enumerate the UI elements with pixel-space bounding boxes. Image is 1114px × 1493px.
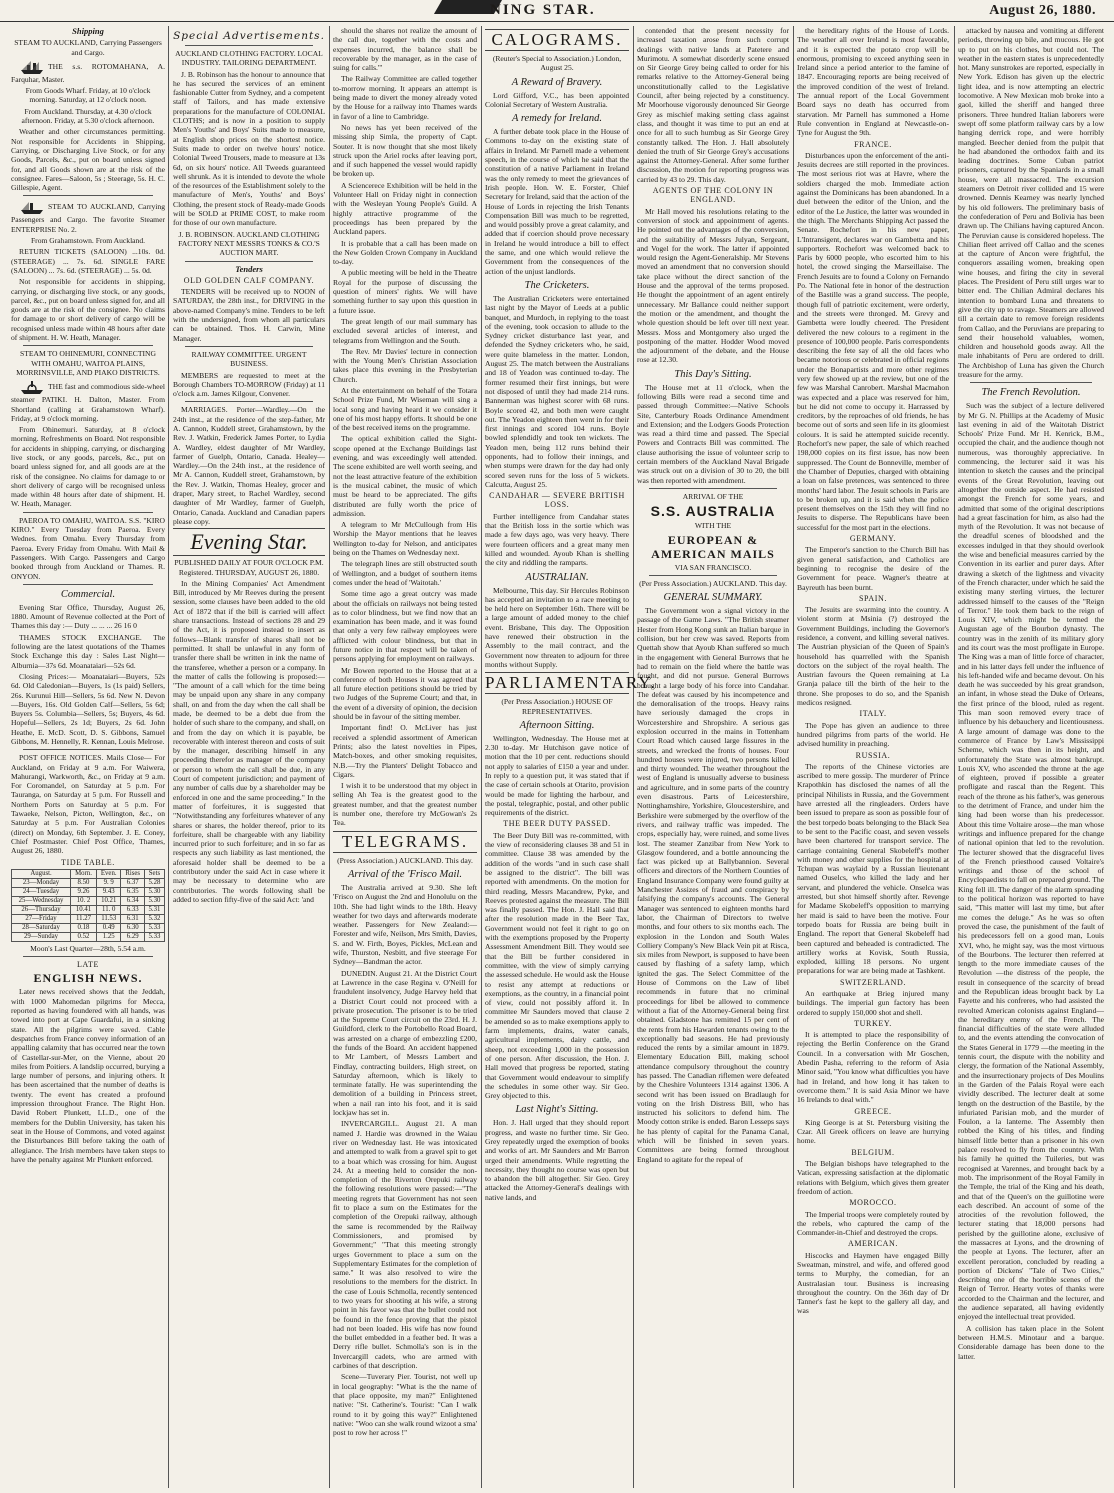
article-text: Wellington, Wednesday. The House met at 2.30 to-day. Mr Hutchison gave notice of motion that the 10 per cent. reductions should not apply to salaries of £150 a year and under. In reply to a question put, it was stated that if the case of certain schools at Otarito, provision would be made for lighting the harbour, and the postal, telegraphic, postal, and other public requirements of the district. [485,733,629,818]
tide-cell: 28—Saturday [12,923,71,932]
column-foreign-news-cont [955,26,1107,1486]
article-heading: The Cricketers. [524,279,590,291]
article-heading: The French Revolution. [981,387,1081,399]
column-cablegrams [482,26,657,1486]
article-text: Important find! O. McLiver has just received a splendid assortment of American Prints; also the latest novelties in Pipes, Match-boxes, and other smoking requisites, N.B.—Try the Planters' Delight Tobacco and Cigars. [333,723,477,779]
ad-heading: J. B. ROBINSON. AUCKLAND CLOTHING FACTORY NEXT MESSRS TONKS & CO.'S AUCTION MART. [178,229,320,258]
article-text: Melbourne, This day. Sir Hercules Robinson has accepted an invitation to a race meeting to be held here on September 16th. There will be a large amount of added money to the chief event. Brisbane, This day. The Opposition have renewed their obstruction in the Assembly to the mail contract, and the Government now threaten to adjourn for three months without Supply. [485,585,629,669]
tide-header-cell: Even. [96,869,121,878]
article-text: A telegram to Mr McCullough from His Worship the Mayor mentions that he leaves Wellington to-day for Nelson, and anticipates being on the Thames on Wednesday next. [333,520,477,558]
article-text: The Emperor's sanction to the Church Bill has given general satisfaction, and Catholics are beginning to recognise the desire of the Government for peace. Wagner's theatre at Bayreuth has been burnt. [797,545,949,592]
ad-text: MEMBERS are requested to meet at the Borough Chambers TO-MORROW (Friday) at 11 o'clock a.m. James Kilgour, Convener. [173,370,325,399]
article-text: Mr Hall moved his resolutions relating to the conversion of stock and appointment of agents. He pointed out the advantages of the conversion, and the suitability of Messrs Julyan, Sergeant, and Vogel for the work. The latter if appointed would resign the Agent-Generalship. Mr Stevens moved an amendment that no conversion should take place without the direct sanction of the House and the approval of the terms proposed. He thought the appointment of an agent entirely unnecessary. Mr Ballance could neither support the motion or the amendment, and thought the whole question should be left over till next year. Messrs. Moss and Montgomery also urged the postponing of the matter. Hodder Wood moved the adjournment of the debate, and the House rose at 12.30. [637,206,789,365]
article-text: POST OFFICE NOTICES. Mails Close— For Auckland, on Friday at 9 a.m. For Waiwera, Mahurangi, Warkworth, &c., on Friday at 9 a.m. For Coromandel, on Saturday at 5 p.m. For Tauranga, on Saturday at 5 p.m. For Russell and Northern Ports on Saturday at 5 p.m. For Tawaeke, Nelson, Picton, Wellington, &c., on Saturday at 5 p.m. For Australian Colonies (direct) on Monday, 6th September. J. E. Coney, Chief Postmaster. Chief Post Office, Thames, August 26, 1880. [11,753,165,856]
tide-cell: 6.33 [121,905,144,914]
tide-cell: 26—Thursday [12,905,71,914]
ad-text: TENDERS will be received up to NOON of SATURDAY, the 28th inst., for DRIVING in the above-named Company's mine. Tenders to be left with the undersigned, from whom all particulars can be obtained. Thos. H. Carwin, Mine Manager. [173,287,325,343]
article-text: The optical exhibition called the Sight-scope opened at the Exchange Buildings last evening, and was exceedingly well attended. The scene exhibited are well worth seeing, and not the least attractive feature of the exhibition is the musical cabinet, the music of which must be heard to be appreciated. The gifts distributed are fully worth the price of admission. [333,434,477,518]
article-text: Lord Gifford, V.C., has been appointed Colonial Secretary of Western Australia. [485,90,629,109]
article-text: A collision has taken place in the Solent between H.M.S. Minotaur and a barque. Considerable damage has been done to the latter. [958,1323,1104,1361]
tide-row [12,905,165,914]
dateline: (Reuter's Special to Association.) London, August 25. [492,54,622,73]
country-heading: MOROCCO. [849,1198,897,1208]
tide-cell: 6.29 [121,932,144,941]
divider [185,261,313,262]
ad-heading: STEAM TO OHINEMURI, CONNECTING WITH OMAHU, WAITOA PLAINS, MORRINSVILLE, AND PIAKO DISTRICTS. [16,349,160,377]
notice-text: MARRIAGES. Porter—Wardley.—On the 24th inst., at the residence of the step-father, Mr A. Cannon, Kuddell street, Grahamstown, by the Rev. J. Watkin, Frederick James Porter, to Lydia A. Wardley, eldest daughter of Mr Wardley, farmer of Guelph, Ontario, Canada. Healey—Wardley.—On the 24th inst., at the residence of Mr A. Cannon, Kuddell street, Grahamstown, by the Rev. J. Watkin, Thomas Healey, grocer and draper, Mary street, to Rachel Wardley, second daughter of Mr Wardley, farmer of Guelph, Ontario, Canada. Auckland and Canadian papers please copy. [173,405,325,526]
tide-header-cell: August. [12,869,71,878]
newspaper-nameplate: Evening Star. [173,528,325,556]
article-text: In the Mining Companies' Act Amendment Bill, introduced by Mr Reeves during the present session, some clauses have been added to the old Act of 1872 that if the bill is carried will affect share transactions. Instead of sections 28 and 29 of the Act, it is proposed instead to insert as follows—Blank transfer of shares shall not be permitted. It shall be unlawful in any form of transfer there shall be written in ink the name of the transferee, whether a person or a company. In the matter of calls the following is proposed:— "The amount of a call which for the time being may be unpaid upon any share in any company shall, on and from the day when the call shall be made, be deemed to be a debt due from the holder of such share to the company, and shall, on and from the day on which it is payable, be recoverable with interest thereon and costs of suit by the manager, describing himself in any proceeding therefor as manager of the company or person to whom the call shall be due, in any Court of competent jurisdiction; and payment of any number of calls due by a shareholder may be enforced in one and the same proceeding." In the matter of forfeitures, it is suggested that "Notwithstanding any forfeitures whatever of any shares or shares, the holder thereof, prior to its forfeiture, shall be chargeable with any liability incurred prior to such forfeiture; and in so far as respects any such liability as last mentioned, the aforesaid holder shall be deemed to be a contributory under the said Act in case where it may be necessary to determine who are contributories. The words following shall be added to section fifty-five of the said Act: 'and [173,578,325,904]
ad-heading: OLD GOLDEN CALF COMPANY. [183,275,315,285]
tide-cell: 10.21 [96,896,121,905]
kicker: VIA SAN FRANCISCO. [674,562,752,572]
ad-text: From Goods Wharf. Friday, at 10 o'clock morning. Saturday, at 12 o'clock noon. [25,86,151,105]
article-text: The reports of the Chinese victories are ascribed to mere gossip. The murderer of Prince Krapothkin has disclosed the names of all the principal Nihilists in Russia, and the Government have arrested all the ringleaders. Orders have been issued to prepare as soon as possible four of the best torpedo boats belonging to the Black Sea to be sent to the Pacific coast, and seven vessels have been chartered for transport service. The carriage containing General Skobeleff's mother with money and other supplies for the hospital at Tchupan was waylaid by a Russian lieutenant named Ouselcs, who killed the lady and her servant, and plundered the vehicle. Onselca was arrested, but shot himself shortly after. Revenge for Madame Skobeleff's opposition to marrying her maid is said to have been the motive. Four torpedo boats for Russia are being built in England. The report that General Skobeleff had been captured and beheaded is contradicted. The artillery works at Kovisk, South Russia, exploded, killing 18 persons. No urgent preparations for war are being made at Tashkent. [797,761,949,976]
section-heading: CALOGRAMS. [485,29,629,51]
tide-cell: 6.30 [121,923,144,932]
article-text: Hon. J. Hall urged that they should report progress, and waste no further time. Sir Geo. Grey repeatedly urged the exemption of books and works of art. Mr Saunders and Mr Barron urged their amendments. While regretting the necessity, they thought no course was open but to abandon the bill altogether. Sir Geo. Grey attacked the Attorney-General's dealings with native lands, and [485,1118,629,1202]
section-heading: ENGLISH NEWS. [33,971,143,986]
tide-cell: 27—Friday [12,914,71,923]
article-text: The Government won a signal victory in the passage of the Game Laws. "The British steamer Hester from Hong Kong sunk an Italian barque in collision, but her crew was saved. Reports from Quettah show that Ayoub Khan suffered so much in the engagement with General Burrows that he had to remain on the field where the battle was fought, and did not pursue. General Burrows brought a large body of his force into Candahar. The defeat was caused by his incompetence and the demoralisation of the troops. Heavy rains have seriously damaged the crops in Worcestershire and Shropshire. A serious gas explosion occurred in the mains in Tottenham Court Road which caused large fissures in the streets, and wrecked the fronts of houses. Four hundred houses were injured, two persons killed and thirty wounded. The weather throughout the west of England is unusually adverse to business and agriculture, and in some parts of the country even disastrous. Parts of Leicestershire, Nottinghamshire, Yorkshire, Gloucestershire, and Berkshire were submerged by the overflow of the rivers, and railway traffic was impeded. The crops, especially hay, were ruined, and some lives lost. The steamer Zanzibar from New York to Glasgow foundered, and a bottle announcing the fact was picked up at Ballybannion. Several officers and directors of the Northern Counties of England Insurance Company were found guilty at Manchester Assizes of fraud and conspiracy by falsifying the company's accounts. The General Manager was sentenced to eighteen months hard labor, the Chairman of Directors to twelve months, and four others to six months each. The explosion in the London and South Wales Colliery Company's New Black Vein pit at Risca, six miles from Newport, is supposed to have been caused by flashing of a safety lamp, which ignited the gas. The Select Committee of the House of Commons on the Law of libel recommends in future that no criminal proceedings for libel be allowed to commence without a fiat of the Attorney-General being first obtained. Gladstone has remitted 15 per cent of the rents from his Hawarden tenants owing to the exceptionally bad seasons. He had previously reduced the rents by a similar amount in 1879. Elementary Education Bill, making school attendance compulsory throughout the country has passed. The Canadian riflemen were defeated by the Cheshire Volunteers 1314 against 1306. A second writ has been issued on Bradlaugh for voting on the Irish Distress Bill, who has instructed his solicitors to defend him. The Moody cotton strike is ended. Baron Lesseps says he has plenty of capital for the Panama Canal, which will be finished in seven years. Committees are being formed throughout England to agitate for the repeal of [637,606,789,1164]
article-heading: Afternoon Sitting. [519,719,595,731]
article-text: DUNEDIN. August 21. At the District Court at Lawrence in the case Regina v. O'Neill for fraudulent insolvency, Judge Harvey held that a District Court could not proceed with a private prosecution. The prisoner is to be tried at the Supreme Court circuit on the 23rd. H. J. Guildford, clerk to the Portobello Road Board, was arrested on a charge of embezzling £200, the funds of the Board. An accident happened to Mr Lambert, of Messrs Lambert and Findlay, contracting builders, High street, on Saturday afternoon, which is likely to terminate fatally. He was superintending the demolition of a building in Princess street, when a nail ran into his foot, and it is said lockjaw has set in. [333,968,477,1118]
dateline: (Press Association.) AUCKLAND. This day. [337,855,473,865]
divider [23,749,153,750]
article-text: I wish it to be understood that my object in selling Ah Tea is the greatest good to the greatest number, and that the greatest number is number one, therefore try McGowan's 2s Tea. [333,781,477,828]
ad-text: PAEROA TO OMAHU, WAITOA. S.S. "KIRO KIRO." Every Tuesday from Paeroa. Every Wednes. from Omahu. Every Thursday from Paeroa. Every Friday from Omahu. With Mail & Passengers. With Cargo. Passengers and Cargo booked through from Auckland or Thames. R. ONYON. [11,515,165,581]
section-kicker: LATE [77,960,99,970]
section-heading: Shipping [72,26,104,36]
article-text: It is attempted to place the responsibility of rejecting the Berlin Conference on the Grand Council. In a conversation with Mr Goschen, Abedin Pasha, referring to the reform of Asia Minor said, "You know what difficulties you have had in Ireland, and how long it has taken to overcome them." It is said Asia Minor we have 16 Irelands to deal with." [797,1030,949,1105]
column-shipping [8,26,168,1486]
section-heading: TELEGRAMS. [333,831,477,853]
tide-cell: 10. 2 [71,896,97,905]
divider [185,401,313,402]
article-text: Such was the subject of a lecture delivered by Mr G. N. Phillips at the Academy of Music last evening in aid of the Waitotah District Schools' Prize Fund. Mr H. Kenrick, B.M., occupied the chair, and the audience though not numerous, was thoroughly appreciative. In commencing, the lecturer said it was his intention to sketch the causes and the principal events of the Great Revolution, leaving out altogether the outside aspect. He had resisted amongst the French for some years, and admitted that some of the original descriptions had a great fascination for him, as also had the myth of the Revolution. It was not because of the dreadful scenes of bloodshed and the excesses indulged in that they should overlook the wise and beneficial measures carried by the Convention in its earlier and purer days. After drawing a sketch of the lightness and vivacity of the French character, under which he said the existing many sterling virtues, the lecturer addressed himself to the causes of the "Reign of Terror." He took them back to the reign of Louis XIV, which might be termed the Augustan age of the Bourbon dynasty. The country was in the zenith of its military glory and its court was the most profligate in Europe. The King was a man of little force of character, and in his latter days fell under the influence of his left-handed wife and became devout. On his death he was succeeded by his great grandson, an infant, in whose stead the Duke of Orleans, the first prince of the blood, ruled as regent. This man soon removed every trace of influence by his debauchery and licentiousness. A large amount of damage was done to the commerce of France by Law's Mississippi Scheme, which was then in its height, and unfortunately the State was almost bankrupt. Louis XV, who ascended the throne at the age of eighteen, proved if possible a greater profligate and rascal than the Regent. This reach of the throne as his father's, was generous to the detriment of France, and under him the king had been worse than his predecessor. About this time Voltaire arose—the man whose writings and influence prepared for the change of national opinion that led to the revolution. The lecturer showed that the disgraceful lives of the French priesthood caused Voltaire's writings and those of the school of Encyclopaedists to fall on prepared ground. The King fell ill. The danger of the alarm spreading to the political horizon was reported to have said, "This matter will last my time, but after me comes the deluge." As he was so often proved the case, the punishment of the fault of his predecessors fell on a good man, Louis XVI, who, he might say, was the most virtuous of the Bourbons. The lecturer then referred at length to the more immediate causes of the Revolution —the distress of the people, the result in consequence of the scarcity of bread and the Republican ideas brought back by La Fayette and his confreres, who had assisted the revolted American colonists against England—the hereditary enemy of the French. The financial difficulties of the state were alluded to, and the events attending the convocation of the States General in 1779 —the meeting in the tennis court, the dispute with the nobility and clergy, the formation of the National Assembly, and the insurrectionary projects of Des Moulins in the Garden of the Palais Royal were each vividly described. The lecturer dealt at some length on the destruction of the Bastile, by the infuriated Parisian mob, and the murder of Foulon, a la lanterne. The Assembly then robbed the King of his titles, and finding himself little better than a prisoner in his own palace resolved to fly from the country. With his family he quitted the Tuileries, but was recognised at Varennes, and brought back by a mob. The imprisonment of the Royal Family in the Temple, the trial of the King and his death, and that of the Queen's on the guillotine were each described. An account of some of the atrocities of the revolution followed, the lecturer stating that 18,000 persons had perished by the guillotine alone, exclusive of the massacres at Lyons, and the drowning of the people at Lyons. The lecturer, after an excellent peroration, concluded by reading a portion of Dickens' "Tale of Two Cities," describing one of the horrible scenes of the Reign of Terror. Hearty votes of thanks were accorded to the Chairman and the lecturer, and the audience separated, all having evidently enjoyed the intellectual treat provided. [958,401,1104,1322]
dateline: (Per Press Association.) HOUSE OF REPRESENTATIVES. [501,697,613,716]
article-text: The Belgian bishops have telegraphed to the Vatican, expressing satisfaction at the diplomatic relations with Belgium, which gives them greater freedom of action. [797,1159,949,1196]
tide-row [12,914,165,923]
tide-cell: 5.28 [144,878,164,887]
article-text: A public meeting will be held in the Theatre Royal for the purpose of discussing the question of miners' rights. We will have something further to say upon this question in a future issue. [333,268,477,315]
country-heading: SWITZERLAND. [839,977,907,987]
ad-text: RETURN TICKETS (SALOON) ...10s. 0d. (STEERAGE) ... 7s. 6d. SINGLE FARE (SALOON) ... 7s. 6d. (STEERAGE) ... 5s. 0d. [11,247,165,275]
tide-cell: 9.26 [71,887,97,896]
tide-cell: 11.53 [96,914,121,923]
article-text: attacked by nausea and vomiting at different periods, throwing up bile, and mucous. He got up to put on his clothes, but could not. The weather in the eastern states is unprecedentedly hot. Many sunstrokes are reported, especially in New York. Edison has given up the electric light idea, and is now attempting an electric locomotive. A New Mexican mob broke into a gaol, killed the sheriff and hanged three prisoners. Three hundred Italian laborers were swept off some platform railway cars by a low hanging derrick rope, and were horribly mangled. Beecher denied from the pulpit that he had abandoned the orthodox faith and its leading doctrines. Some Cuban patriot prisoners, captured by the Spaniards in a small house, were all massacred. The excursion steamers on Detroit river collided and 15 were drowned. Dennis Kearney was nearly lynched by his old followers. The preliminary basis of the confederation of Peru and Bolivia has been drawn up. The Chilians having captured Ancon. The Peruvian cause is considered hopeless. The Chilian fleet arrived off Callao and the scenes at the capture of Ancon were frightful, the conquerors assailing women, breaking open wine houses, and firing the city in several places. The President of Peru still urges war to bitter end. The Chilian Admiral declares his intention to bombard Luna and threatens to give the city up to ravage. Steamers are allowed till a certain date to remove foreign residents from Callao, and the Peruvians are preparing to send their household valuables, women, children and household goods away. All the male inhabitants of Peru are ordered to drill. The Archbishop of Luna has given the Church treasure for the army. [958,26,1104,379]
ad-text: From Grahamstown. From Auckland. [30,236,146,246]
tide-cell: 5.33 [144,923,164,932]
country-heading: TURKEY. [854,1018,892,1028]
article-heading: Last Night's Sitting. [515,1104,599,1116]
tide-cell: 24—Tuesday [12,887,71,896]
article-text: Some time ago a great outcry was made about the officials on railways not being tested as to color blindness, but we find now that an examination has been made, and it was found that only a very few railway employees were afflicted with colour blindness, but that in future notice in that respect will be taken of persons applying for employment on railways. [333,589,477,664]
tide-cell: 6.34 [121,896,144,905]
divider [970,382,1092,383]
divider [23,345,153,346]
ad-text: J. B. Robinson has the honour to announce that he has secured the services of an eminent fashionable Cutter from Sydney, and a competent staff of Tailors, and has made extensive preparations for the manufacture of COLONIAL CLOTHS; and is now in a position to supply Men's Youths' and Boys' Suits made to measure, at English shop prices on the shortest notice. Suits made to order on twelve hours' notice. Colonial Tweed Trousers, made to measure at 13s 6d, on six hours' notice. All Tweeds guaranteed well shrunk. As it is intended to devote the whole of the resources of the Establishment solely to the manufacture of Men's, Youths' and Boys' Clothing, the present stock of Ready-made Goods will be SOLD at PRIME COST, to make room for those of our own manufacture. [173,69,325,228]
tide-row [12,923,165,932]
article-text: The Beer Duty Bill was re-committed, with the view of reconsidering clauses 38 and 51 in committee. Clause 38 was amended by the addition of the words "and in such case shall be assigned to the district". The bill was reported with amendments. On the motion for third reading, Messrs Macandrew, Pyke, and Reeves protested against the measure. The Bill was finally passed. The Hon. J. Hall said that after the resolution made in the Beer Tax, Government would not feel it right to go on with the exemptions proposed by the Property Assessment Amendment Bill. They would see that the Bill be further considered in committee, with the view of simply carrying the assessed schedule. He would ask the House to resist any attempt at reductions or exemptions, as the country, in a financial point of view, could not possibly afford it. In committee Mr Saunders moved that clause 2 be amended so as to make exemptions apply to farm implements, drains, water canals, agricultural implements, dairy cattle, and sheep, not exceeding 1,000 in the possession of one person. After discussion, the Hon. J. Hall moved that progress be reported, stating that Government would endeavour to simplify the schedules in some other way. Sir Geo. Grey objected to this. [485,830,629,1101]
article-text: INVERCARGILL. August 21. A man named J. Hardie was drowned in the Waiau river on Wednesday last. He was intoxicated and attempted to walk from a gravel spit to get to a boat which was crossing for him. August 24. At a meeting held to consider the non-completion of the Riverton Orepuki railway the following resolutions were passed:—"The meeting regrets that Government has not seen fit to place a sum on the Estimates for the completion of the Orepuki railway, although the same is recommended by the Railway Commissioners, and promised by Government;" "That this meeting strongly urges Government to place a sum on the Supplementary Estimates for the completion of same." It was also resolved to wire the resolutions to the members for the district. In the case of Louis Schmolla, recently sentenced to two years for shooting at his wife, a strong point in his favor was that the bullet could not be found in the fence proving that the pistol had not been loaded. His wife has now found the bullet embedded in a feather bed. It was a Derry rifle bullet. Schmolla's son is in the Invercargill cadets, who are armed with carbines of that description. [333,1119,477,1371]
article-text: The Australian Cricketers were entertained last night by the Mayor of Leeds at a public banquet, and Murdoch, in replying to the toast of the evening, took occasion to allude to the Sydney cricket disturbance last year, and defended the Sydney cricketers who, he said, were quite blameless in the matter. London, August 25. The match between the Australians and 18 of Yeadon was continued to-day. The former resumed their first innings, but were not disposed of until they had made 214 runs. Bannerman was highest scorer with 68 runs. Boyle scored 42, and both men were caught out. The Yeadon eighteen then went in for their first innings and scored 104 runs. Boyle bowled splendidly and took ten wickets. The Yeadon men, being 112 runs behind their opponents, had to follow their innings, and when stumps were drawn for the day had only scored seven runs for the loss of 5 wickets. Calcutta, August 25. [485,293,629,489]
article-text: A Sciencerece Exhibition will be held in the Volunteer Hall on Friday night in connection with the Wesleyan Young People's Guild. A highly attractive programme of the proceedings has been prepared by the Auckland papers. [333,180,477,237]
tide-row [12,887,165,896]
article-text: King George is at St. Petersburg visiting the Czar. All Greek officers on leave are hurrying home. [797,1117,949,1146]
steamship-icon [19,379,45,395]
article-text: The Imperial troops were completely routed by the rebels, who captured the camp of the Commander-in-Chief and destroyed the crops. [797,1209,949,1238]
article-heading: This Day's Sitting. [674,368,752,380]
country-heading: BELGIUM. [851,1147,895,1157]
tide-note: Moon's Last Quarter—28th, 5.54 a.m. [30,943,146,953]
article-text: The great length of our mail summary has excluded several articles of interest, and telegrams from Wellington and the South. [333,316,477,345]
column-advertisements [170,26,328,1486]
article-text: The Jesuits are swarming into the country. A violent storm at Msinia (?) destroyed the Government Buildings, including the Governor's residence, a convent, and killing several natives. The Austrian physician of the Queen of Spain's household has quarrelled with the Spanish doctors on the subject of the royal health. The Austrian favours the Queen remaining at La Granja palace till the birth of the heir to the throne. She proposes to do so, and the Spanish medicos resigned. [797,605,949,708]
dateline: (Per Press Association.) AUCKLAND. This day. [639,578,787,588]
article-text: Further intelligence from Candahar states that the British loss in the sortie which was made a few days ago, was very heavy. There were fourteen officers and a great many men killed and wounded. Ayoub Khan is shelling the city and riddling the ramparts. [485,511,629,568]
article-text: Hiscocks and Haymen have engaged Billy Sweatman, minstrel, and wife, and offered good terms to Murphy, the comedian, for an Australasian tour. Business is increasing throughout the country. On the 36th day of Dr Tanner's fast he kept to the gallery all day, and was [797,1250,949,1316]
article-text: A further debate took place in the House of Commons to-day on the existing state of affairs in Ireland. Mr Parnell made a vehement speech, in the course of which he said that the constitution of a native Parliament in Ireland was the only remedy to meet the grievances of Irish people. Hon. W. E. Forster, Chief Secretary for Ireland, said that the action of the House of Lords in rejecting the Irish Tenants Compensation Bill was much to be regretted, and would possibly prove a great calamity, and added that if coercion should prove necessary in Ireland he would introduce a bill to effect the same, and one which would relieve the Government from the consequences of the action of the unjust landlords. [485,127,629,276]
article-text: The House met at 11 o'clock, when the following Bills were read a second time and passed through Committee:—Native Schools Site, Canterbury Roads Ordinance Amendment and Extension; and the Lodgers Goods Protection was read a third time and passed. The Special Powers and Contracts Bill was committed. The clause authorising the issue of volunteer scrip to certain members of the Auckland Naval Brigade was struck out on a division of 30 to 20, the bill was then reported with amendment. [637,382,789,485]
article-text: contended that the present necessity for increased taxation arose from such corrupt dealings with native lands at Patetere and Murimotu. A somewhat disorderly scene ensued on Sir George Grey being called to order for his remarks relative to the Attorney-General being unconstitutionally called to the Legislative Council, after being rejected by a constituency. Mr Moorhouse vigorously denounced Sir George Grey as mischief making setting class against class, and thought it was time to put an end at once for all to such humbug as Sir George Grey constantly talked. The Hon. J. Hall absolutely denied the truth of Sir George Grey's accusations against the Attorney-General. After some further discussion, the motion for reporting progress was carried by 43 to 29. This day. [637,26,789,184]
tide-cell: 6.37 [121,878,144,887]
tide-cell: 5.31 [144,905,164,914]
article-text: The telegraph lines are still obstructed south of Wellington, and a budget of southern items comes under the head of 'Waitotah.' [333,559,477,587]
article-text: It is probable that a call has been made on the New Golden Crown Company in Auckland to-day. [333,238,477,267]
section-heading: PARLIAMENTARY. [485,673,657,693]
section-heading: Special Advertisements. [173,30,325,42]
kicker: ARRIVAL OF THE [682,491,744,501]
tide-header-cell: Morn. [71,869,97,878]
article-heading: CANDAHAR — SEVERE BRITISH LOSS. [489,491,625,510]
column-rule [168,26,169,1488]
tide-cell: 0.52 [71,932,97,941]
article-text: An earthquake at Brieg injured many buildings. The imperial gun factory has been ordered to supply 150,000 shot and shell. [797,988,949,1017]
ad-heading: STEAM TO AUCKLAND, Carrying Passengers and Cargo. [14,38,162,57]
article-heading: THE BEER DUTY PASSED. [503,819,611,829]
country-heading: ITALY. [859,709,887,719]
tide-table-header [12,869,165,878]
article-text: Closing Prices:— Moanataiari—Buyers, 52s 6d. Old Caledonian—Buyers, 1s (1s paid) Sellers, 26s. Kurunui Hill—Sellers, 5s 6d. New N. Devon—Buyers, 16s. Old Golden Calf—Sellers, 5s 6d; Buyers 5s. Columbia—Sellers, 5s; Buyers, 4s 6d. Hopeful—Sellers, 2s 1d; Buyers, 2s 6d. John Heathe, E. McD. Scott, D. S. Gibbons, Samuel Gibbons, M. Hennelly, R. Kennan, Louis Melrose. [11,671,165,746]
ad-heading: AUCKLAND CLOTHING FACTORY. LOCAL INDUSTRY. TAILORING DEPARTMENT. [175,49,323,68]
tide-cell: 11.27 [71,914,97,923]
article-text: Mr Bowen reported to the House that at a conference of both Houses it was agreed that all future election petitions should be tried by two Judges of the Supreme Court; and that, in the event of a diversity of opinion, the decision should be in favour of the sitting member. [333,665,477,722]
country-heading: SPAIN. [859,593,887,603]
article-text: the hereditary rights of the House of Lords. The weather all over Ireland is most favorable, and it is expected the potato crop will be enormous, promising to exceed anything seen in Ireland since a period anterior to the famine of 1847. Encouraging reports are being received of the improved condition of the west of Ireland. The annual report of the Local Government Board says no death has occurred from starvation. Mr Parnell has summoned a Home Rule convention in England at Newcastle-on-Tyne for August the 9th. [797,26,949,138]
ad-text: From Ohinemuri. Saturday, at 8 o'clock morning. Refreshments on Board. Not responsible for accidents in shipping, carrying, or discharging live stock, or any goods, parcels, &c., put on board unless signed for, and all goods are at the risk of the consignee. No claims for damage to or short delivery of cargo will be recognised unless made within 48 hours after date of shipment. H. W. Heath, Manager. [11,425,165,509]
tide-cell: 29—Sunday [12,932,71,941]
masthead-date: August 26, 1880. [989,3,1096,18]
tide-cell: 0.18 [71,923,97,932]
tide-cell: 5.30 [144,896,164,905]
divider [23,956,153,957]
divider [23,584,153,585]
tide-cell: 5.33 [144,932,164,941]
divider [649,488,777,489]
article-text: The Rev. Mr Davies' lecture in connection with the Young Men's Christian Association takes place this evening in the Presbyterian Church. [333,346,477,384]
article-text: Later news received shows that the Jeddah, with 1000 Mahomedan pilgrims for Mecca, reported as having foundered with all hands, was towed into port at Cape Guardafui, in a sinking state. All the pilgrims were saved. Cable despatches from France convey information of an appalling calamity that has occurred near the town of Castellar-sur-Mer, on the Vienne, about 20 miles from Poitiers. A landslip occurred, burying a large number of persons, and injuring others. It has been ascertained that the number of deaths is twenty. The event has created a profound impression throughout France. The Right Hon. David Robert Plunkett, LL.D., one of the members for the Dublin University, has taken his seat in the House of Commons, and voted against the Disturbances Bill before taking the oath of allegiance. The Irish members have taken steps to have the penalty against Mr Plunkett enforced. [11,987,165,1164]
article-text: THAMES STOCK EXCHANGE. The following are the latest quotations of the Thames Stock Exchange this day : Sales Last Night— Alburnia—37s 6d. Moanataiari—52s 6d. [11,632,165,670]
ad-text: THE s.s. ROTOMAHANA, A. Farquhar, Master. [11,59,165,84]
section-heading: Commercial. [60,588,116,600]
tide-row [12,932,165,941]
ad-text: STEAM TO AUCKLAND, Carrying Passengers and Cargo. The favorite Steamer ENTERPRISE No. 2. [11,199,165,234]
divider [23,512,153,513]
section-heading: S.S. AUSTRALIA [650,503,776,520]
tide-header-cell: Sets [144,869,164,878]
article-text: Disturbances upon the enforcement of the anti-Jesuits decrees are still reported in the provinces. The most serious riot was at Havre, where the soldiers charged the mob. Immediate action against the Dominicans has been abandoned. In a duel between the editor of the Union, and the editor of the Le Justice, the latter was wounded in the thigh. The Merchants Shipping Act passed the Senate. Rochefort in his new paper, L'Intransigent, declares war on Gambetta and his supporters. Rochefort was welcomed back to Paris by 6000 people, who escorted him to his hotel, the crowd singing the Marseillaise. The French Jesuits are to found a Colony on Fernando Po. The National fete in honor of the destruction of the Bastille was a grand success. The people, though full of patriotic excitement, were orderly, and the streets were thronged. M. Grevy and Gambetta were loudly cheered. The President delivered the new colours to a regiment in the presence of 100,000 people. Paris correspondents describing the fete say of all the old faces who became notorious or celebrated in official regions under the Bonapartists and more other regimes very few showed up at the review, but one of the few was Marshal Canrobert. Marshal Macmahon was expected and a place was reserved for him, but he did not come to occupy it. Harrassed by creditors, by the reproaches of old friends, he has become out of sorts and seen life in its gloomiest colours. It is said he attempted suicide recently. Rochefort's new paper, the sale of which reached 198,000 copies on its first issue, has now been suppressed. The Count de Bonneville, member of the Chamber of Deputies, charged with obtaining a loan on false pretences, was sentenced to three months' hard labor. The Jesuit schools in Paris are to be broken up, and it is said when the police present themselves on the 15th they will find no Jesuits to disperse. The Republicans have been successful for the most part in the elections. [797,150,949,532]
article-text: The Pope has given an audience to three hundred pilgrims from parts of the world. He advised humility in preaching. [797,720,949,749]
article-heading: AGENTS OF THE COLONY IN ENGLAND. [652,186,774,205]
country-heading: GERMANY. [849,534,897,544]
ad-text: THE fast and commodious side-wheel steamer PATIKI. H. Dalton, Master. From Shortland (calling at Grahamstown Wharf). Friday, at 9 o'clock morning. [11,379,165,423]
tide-row [12,896,165,905]
country-heading: RUSSIA. [855,750,891,760]
column-parliament-mails [634,26,792,1486]
tide-cell: 23—Monday [12,878,71,887]
ad-text: Weather and other circumstances permitting. Not responsible for Accidents in Shipping, Carrying, or Discharging Live Stock, or for any Goods, Parcels, &c., put on board unless signed for, and all Goods shown are at the risk of the consignee. Fares—Saloon, 5s ; Steerage, 5s. H. C. Gillespie, Agent. [11,127,165,193]
divider [23,195,153,196]
tide-table-title: TIDE TABLE. [61,857,115,867]
country-heading: GREECE. [854,1106,892,1116]
divider [649,575,777,576]
article-text: Scene—Tuverary Pier. Tourist, not well up in local geography: "What is the the name of that place opposite, my man?" Enlightened native: "St. Catherine's. Tourist: "Can I walk round to it by going this way?" Enlightened native: "Woo can she walk round wizoot a sma' post to row her across !" [333,1372,477,1438]
tide-cell: 9. 9 [96,878,121,887]
publication-line: PUBLISHED DAILY AT FOUR O'CLOCK P.M. Registered. THURSDAY, AUGUST 26, 1880. [174,558,324,577]
article-text: At the entertainment on behalf of the Totara School Prize Fund, Mr Wiseman will sing a local song and having heard it we consider it one of his most happy efforts. It should be one of the best received items on the programme. [333,385,477,433]
section-heading: EUROPEAN & AMERICAN MAILS [651,532,775,561]
tide-cell: 25—Wednesday [12,896,71,905]
article-heading: AUSTRALIAN. [525,571,589,583]
divider [185,45,313,46]
divider [185,346,313,347]
column-local-news [330,26,480,1486]
article-text: The Railway Committee are called together to-morrow morning. It appears an attempt is being made to divert the money already voted by the House for a railway into Thames wards in favor of a line to Cambridge. [333,74,477,121]
article-text: The Australia arrived at 9.30. She left 'Frisco on August the 2nd and Honolulu on the 10th. She had light winds to the 18th. Heavy weather for two days and afterwards moderate weather. Passengers for New Zealand:—Forester and wife, Neilson, Mrs Smith, Davies, S. and W. Firth, Boyes, Pickles, McLean and wife, Thurston, Nesbitt, and five steerage For Sydney—Bandman the actor. [333,882,477,967]
tide-cell: 6.35 [121,887,144,896]
tide-table [11,869,165,942]
article-heading: GENERAL SUMMARY. [663,592,763,604]
tide-cell: 10.41 [71,905,97,914]
steamship-icon [19,199,45,215]
tide-cell: 5.32 [144,914,164,923]
ad-heading: RAILWAY COMMITTEE. URGENT BUSINESS. [191,349,307,369]
tide-row [12,878,165,887]
country-heading: AMERICAN. [847,1239,899,1249]
section-heading: Tenders [235,263,263,274]
masthead [0,0,1114,22]
article-text: No news has yet been received of the missing ship Simla, the property of Capt. Souter. It is now thought that she most likely struck upon the Ariel rocks after leaving port, and if such happened the vessel would rapidly be broken up. [333,122,477,179]
kicker: WITH THE [694,521,732,531]
steamship-icon [19,59,45,75]
article-heading: Arrival of the 'Frisco Mail. [348,868,462,880]
article-text: should the shares not realize the amount of the call due, together with the costs and expenses incurred, the balance shall be recoverable by the manager, as in the case of suing for calls.'" [333,26,477,73]
tide-cell: 6.31 [121,914,144,923]
country-heading: FRANCE. [854,139,892,149]
article-text: Evening Star Office, Thursday, August 26, 1880. Amount of Revenue collected at the Port of Thames this day :— Duty ... ... ... 26 16 0 [11,602,165,631]
tide-header-cell: Rises [121,869,144,878]
tide-cell: 9.43 [96,887,121,896]
tide-cell: 11. 0 [96,905,121,914]
tide-cell: 8.50 [71,878,97,887]
ad-text: Not responsible for accidents in shipping, carrying, or discharging live stock, or any goods, parcel, &c., put on board unless signed for, and all goods are at the risk of the consignee. No claims for damage to or short delivery of cargo will be recognised unless made within 48 hours after date of shipment. H. W. Heath, Manager. [11,277,165,343]
ad-text: From Auckland. Thursday, at 4.30 o'clock afternoon. Friday, at 5.30 o'clock afternoon. [21,106,155,126]
article-heading: A Reward of Bravery. [511,76,603,88]
tide-cell: 5.30 [144,887,164,896]
tide-cell: 0.49 [96,923,121,932]
masthead-title: NING STAR. [490,2,596,18]
column-foreign-news [794,26,952,1486]
tide-cell: 1.25 [96,932,121,941]
article-heading: A remedy for Ireland. [511,113,602,125]
